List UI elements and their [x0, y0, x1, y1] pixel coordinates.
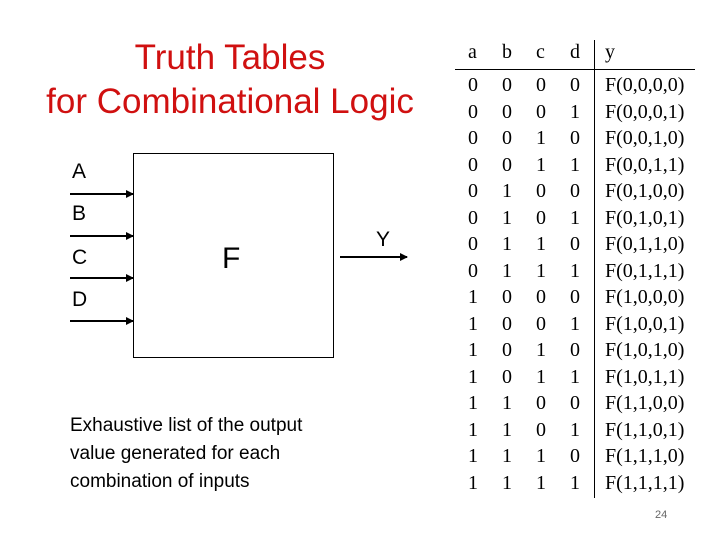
input-value-cell: 0	[570, 445, 580, 467]
input-value-cell: 0	[536, 286, 546, 308]
input-value-cell: 1	[502, 418, 512, 441]
table-row	[455, 125, 695, 152]
input-value-cell: 0	[502, 127, 512, 149]
input-value-cell: 0	[570, 392, 580, 414]
table-row	[455, 258, 695, 285]
input-value-cell: 0	[468, 180, 478, 202]
input-value-cell: 0	[570, 286, 580, 308]
output-value-cell: F(1,1,0,0)	[605, 392, 685, 414]
input-value-cell: 0	[502, 74, 512, 96]
header-c: c	[536, 41, 545, 63]
input-value-cell: 1	[468, 312, 478, 335]
input-value-cell: 1	[502, 206, 512, 229]
input-value-cell: 0	[502, 365, 512, 388]
input-value-cell: 1	[502, 445, 512, 467]
input-value-cell: 1	[502, 180, 512, 202]
input-label-b: B	[72, 202, 87, 225]
input-value-cell: 1	[570, 153, 580, 176]
input-value-cell: 1	[536, 365, 546, 388]
table-row	[455, 231, 695, 258]
output-value-cell: F(1,1,1,1)	[605, 471, 685, 494]
output-value-cell: F(0,1,1,1)	[605, 259, 685, 282]
input-label-d: D	[72, 288, 88, 311]
input-value-cell: 0	[536, 312, 546, 335]
input-value-cell: 1	[570, 365, 580, 388]
input-value-cell: 1	[468, 286, 478, 308]
input-value-cell: 1	[570, 471, 580, 494]
table-row	[455, 470, 695, 497]
input-value-cell: 0	[536, 100, 546, 123]
input-value-cell: 1	[468, 392, 478, 414]
input-value-cell: 1	[536, 259, 546, 282]
table-row	[455, 152, 695, 179]
input-value-cell: 0	[502, 153, 512, 176]
input-value-cell: 1	[536, 339, 546, 361]
input-value-cell: 1	[570, 259, 580, 282]
input-label-c: C	[72, 246, 88, 269]
input-value-cell: 0	[468, 74, 478, 96]
input-value-cell: 0	[570, 180, 580, 202]
input-value-cell: 0	[468, 206, 478, 229]
input-value-cell: 1	[468, 365, 478, 388]
input-value-cell: 0	[536, 74, 546, 96]
input-value-cell: 0	[468, 127, 478, 149]
output-value-cell: F(1,0,1,0)	[605, 339, 685, 361]
table-row	[455, 99, 695, 126]
output-value-cell: F(0,0,0,1)	[605, 100, 685, 123]
input-value-cell: 1	[536, 445, 546, 467]
input-value-cell: 1	[468, 445, 478, 467]
table-row	[455, 364, 695, 391]
input-value-cell: 1	[468, 339, 478, 361]
input-value-cell: 0	[536, 418, 546, 441]
input-value-cell: 1	[502, 392, 512, 414]
input-value-cell: 1	[570, 312, 580, 335]
input-value-cell: 0	[570, 233, 580, 255]
table-row	[455, 443, 695, 470]
output-value-cell: F(1,0,0,0)	[605, 286, 685, 308]
description-line-3: combination of inputs	[70, 471, 250, 492]
input-value-cell: 0	[502, 339, 512, 361]
output-value-cell: F(1,0,1,1)	[605, 365, 685, 388]
header-d: d	[570, 41, 580, 63]
input-value-cell: 0	[468, 233, 478, 255]
input-value-cell: 1	[468, 418, 478, 441]
input-value-cell: 1	[468, 471, 478, 494]
input-value-cell: 0	[570, 74, 580, 96]
input-value-cell: 1	[502, 233, 512, 255]
header-a: a	[468, 41, 477, 63]
table-row	[455, 178, 695, 205]
header-y: y	[605, 41, 615, 63]
input-value-cell: 1	[536, 233, 546, 255]
input-value-cell: 0	[536, 206, 546, 229]
output-label: Y	[376, 228, 391, 251]
table-row	[455, 205, 695, 232]
description-line-1: Exhaustive list of the output	[70, 415, 303, 436]
table-row	[455, 390, 695, 417]
output-value-cell: F(0,0,1,1)	[605, 153, 685, 176]
output-value-cell: F(0,1,0,0)	[605, 180, 685, 202]
header-b: b	[502, 41, 512, 63]
input-value-cell: 0	[536, 180, 546, 202]
output-value-cell: F(1,0,0,1)	[605, 312, 685, 335]
input-value-cell: 0	[502, 286, 512, 308]
input-value-cell: 0	[536, 392, 546, 414]
table-header-divider	[455, 69, 695, 70]
input-value-cell: 1	[536, 127, 546, 149]
input-value-cell: 0	[468, 153, 478, 176]
input-value-cell: 1	[502, 471, 512, 494]
input-value-cell: 1	[536, 153, 546, 176]
input-label-a: A	[72, 160, 87, 183]
output-value-cell: F(1,1,1,0)	[605, 445, 685, 467]
input-value-cell: 0	[468, 100, 478, 123]
output-value-cell: F(0,1,0,1)	[605, 206, 685, 229]
input-value-cell: 0	[570, 127, 580, 149]
input-value-cell: 0	[502, 100, 512, 123]
output-value-cell: F(0,0,0,0)	[605, 74, 685, 96]
description-text	[70, 412, 370, 496]
input-value-cell: 1	[570, 100, 580, 123]
input-value-cell: 1	[536, 471, 546, 494]
slide-title-line-1: Truth Tables	[134, 38, 326, 77]
input-value-cell: 1	[502, 259, 512, 282]
output-value-cell: F(1,1,0,1)	[605, 418, 685, 441]
output-value-cell: F(0,1,1,0)	[605, 233, 685, 255]
function-label: F	[222, 242, 241, 275]
input-value-cell: 1	[570, 418, 580, 441]
output-value-cell: F(0,0,1,0)	[605, 127, 685, 149]
input-value-cell: 0	[468, 259, 478, 282]
input-value-cell: 0	[502, 312, 512, 335]
description-line-2: value generated for each	[70, 443, 281, 464]
table-row	[455, 72, 695, 99]
slide-title-line-2: for Combinational Logic	[46, 82, 414, 121]
table-row	[455, 284, 695, 311]
table-row	[455, 337, 695, 364]
input-value-cell: 0	[570, 339, 580, 361]
input-value-cell: 1	[570, 206, 580, 229]
table-row	[455, 311, 695, 338]
table-row	[455, 417, 695, 444]
page-number: 24	[655, 509, 668, 521]
